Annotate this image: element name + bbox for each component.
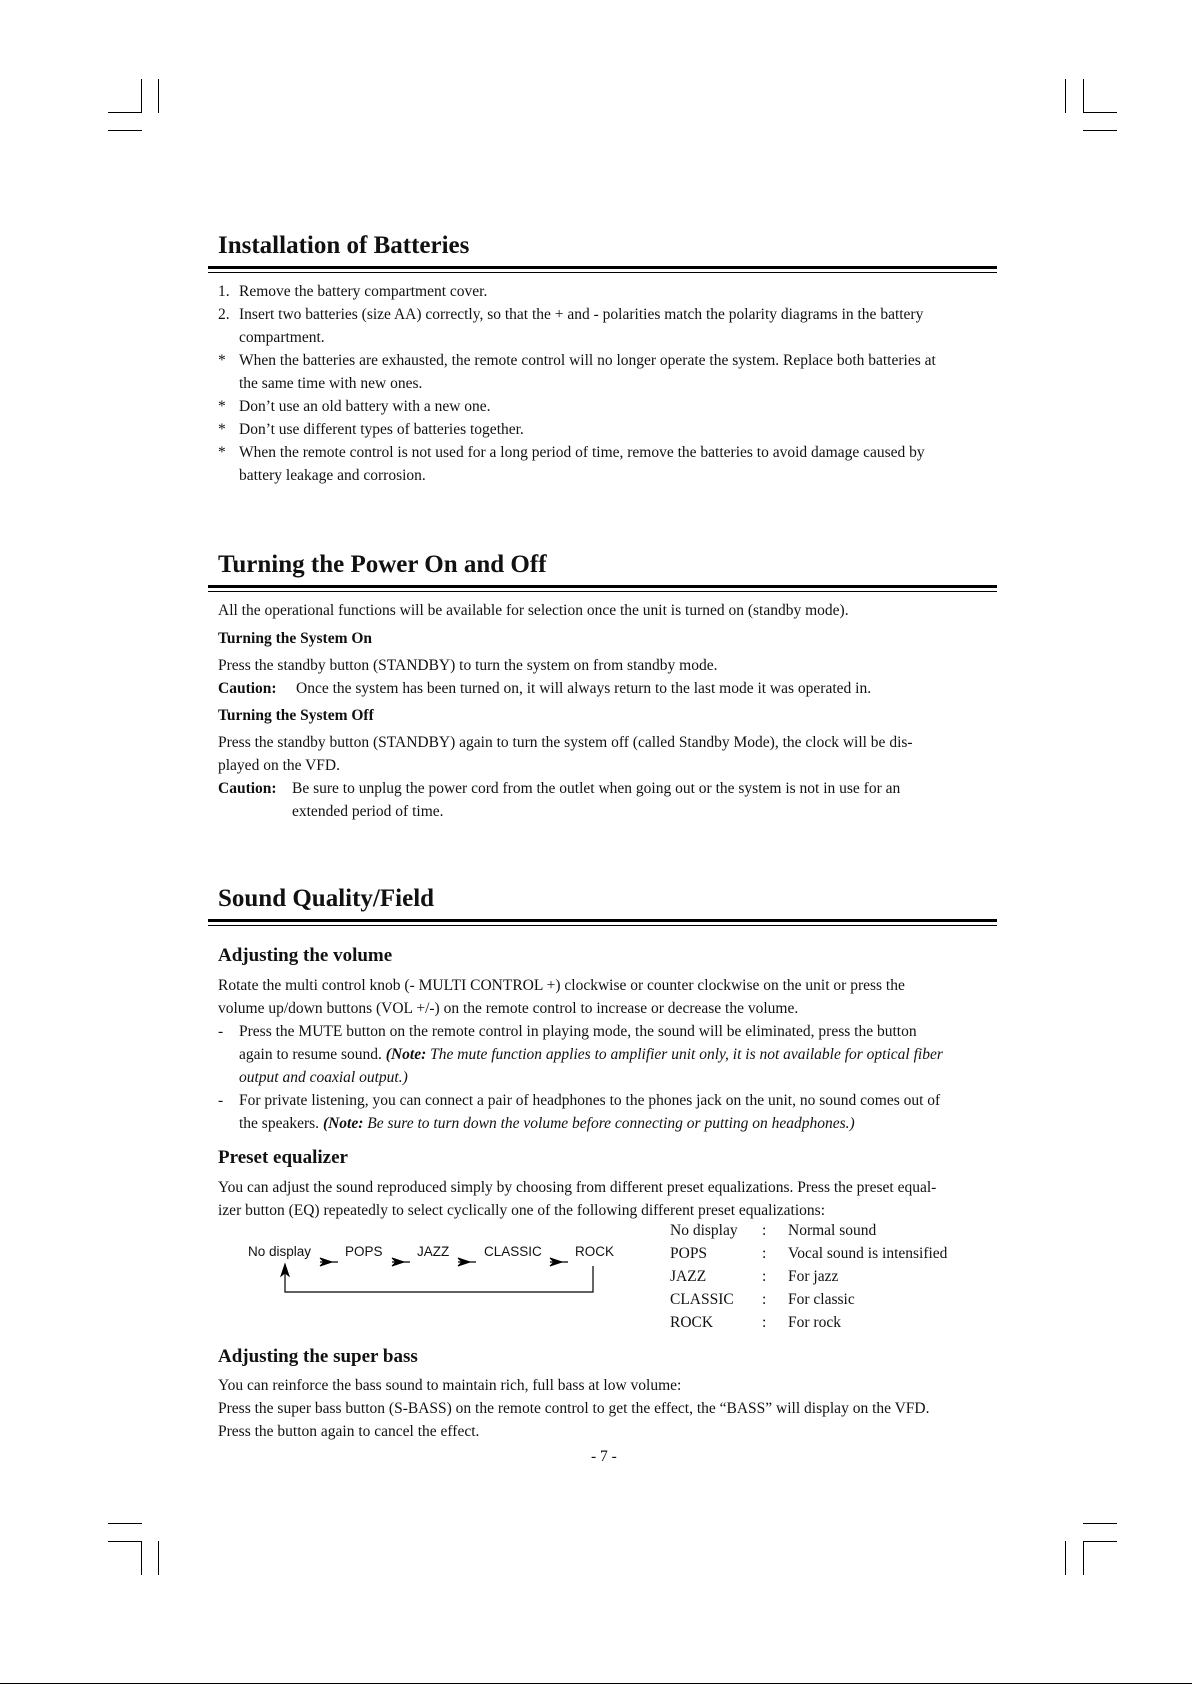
subheading-volume: Adjusting the volume — [218, 945, 393, 966]
list-item: When the remote control is not used for a long period of time, remove the batteries to avoid damage caused by — [239, 444, 925, 461]
paragraph: izer button (EQ) repeatedly to select cyclically one of the following different preset equalizations: — [218, 1202, 825, 1219]
section-title-batteries: Installation of Batteries — [218, 232, 470, 259]
list-item: compartment. — [239, 329, 325, 346]
eq-cycle-step: JAZZ — [417, 1244, 450, 1259]
section-rule — [208, 919, 997, 926]
subheading-system-off: Turning the System Off — [218, 707, 374, 724]
section-title-power: Turning the Power On and Off — [218, 551, 547, 578]
list-item — [239, 1043, 943, 1066]
eq-description: Vocal sound is intensified — [788, 1245, 948, 1262]
eq-mode: POPS — [670, 1245, 708, 1262]
list-marker: - — [218, 1023, 224, 1040]
note-label: (Note: — [322, 1115, 364, 1132]
list-item: Press the MUTE button on the remote control in playing mode, the sound will be eliminated, press the button — [239, 1023, 917, 1040]
paragraph: played on the VFD. — [218, 757, 340, 774]
text: the speakers. — [239, 1115, 323, 1132]
eq-cycle-arrows — [240, 1244, 630, 1300]
list-item: Remove the battery compartment cover. — [239, 283, 488, 300]
caution-text: extended period of time. — [292, 803, 444, 820]
eq-description: For rock — [788, 1314, 841, 1331]
paragraph: Press the standby button (STANDBY) again to turn the system off (called Standby Mode), the clock will be dis- — [218, 734, 913, 751]
eq-separator: : — [762, 1268, 767, 1285]
subheading-super-bass: Adjusting the super bass — [218, 1346, 418, 1367]
list-item: For private listening, you can connect a pair of headphones to the phones jack on the unit, no sound comes out of — [239, 1092, 941, 1109]
eq-mode: CLASSIC — [670, 1291, 734, 1308]
list-marker: 1. — [218, 283, 230, 300]
caution-text: Be sure to unplug the power cord from the outlet when going out or the system is not in use for an — [292, 780, 901, 797]
eq-mode: JAZZ — [670, 1268, 707, 1285]
eq-description: For jazz — [788, 1268, 839, 1285]
note-label: (Note: — [385, 1046, 427, 1063]
note-text: output and coaxial output.) — [239, 1069, 408, 1086]
eq-description: Normal sound — [788, 1222, 877, 1239]
eq-separator: : — [762, 1314, 767, 1331]
note-text: Be sure to turn down the volume before connecting or putting on headphones.) — [363, 1115, 855, 1132]
list-marker: - — [218, 1092, 224, 1109]
paragraph: Rotate the multi control knob (- MULTI CONTROL +) clockwise or counter clockwise on the unit or press the — [218, 977, 905, 994]
list-marker: * — [218, 444, 226, 461]
section-rule — [208, 585, 997, 592]
section-rule — [208, 266, 997, 273]
text: again to resume sound. — [239, 1046, 386, 1063]
power-intro: All the operational functions will be available for selection once the unit is turned on (standby mode). — [218, 602, 849, 619]
eq-separator: : — [762, 1222, 767, 1239]
eq-cycle-step: ROCK — [575, 1244, 615, 1259]
eq-mode: ROCK — [670, 1314, 714, 1331]
eq-separator: : — [762, 1245, 767, 1262]
caution-text: Once the system has been turned on, it will always return to the last mode it was operated in. — [296, 680, 872, 697]
list-item: When the batteries are exhausted, the remote control will no longer operate the system. Replace both batteries at — [239, 352, 936, 369]
paragraph: You can reinforce the bass sound to maintain rich, full bass at low volume: — [218, 1377, 682, 1394]
paragraph: volume up/down buttons (VOL +/-) on the remote control to increase or decrease the volume. — [218, 1000, 799, 1017]
subheading-equalizer: Preset equalizer — [218, 1147, 348, 1168]
eq-cycle-step: POPS — [345, 1244, 383, 1259]
eq-cycle-step: No display — [248, 1244, 312, 1259]
paragraph: You can adjust the sound reproduced simply by choosing from different preset equalizations. Press the preset equal- — [218, 1179, 937, 1196]
list-marker: * — [218, 352, 226, 369]
eq-description: For classic — [788, 1291, 855, 1308]
list-item: Don’t use different types of batteries together. — [239, 421, 524, 438]
paragraph: Press the button again to cancel the effect. — [218, 1423, 480, 1440]
list-item — [239, 1112, 855, 1135]
note-text: The mute function applies to amplifier unit only, it is not available for optical fiber — [426, 1046, 943, 1063]
section-title-sound: Sound Quality/Field — [218, 885, 435, 912]
eq-cycle-step: CLASSIC — [484, 1244, 542, 1259]
list-marker: * — [218, 398, 226, 415]
list-item: the same time with new ones. — [239, 375, 423, 392]
list-item: battery leakage and corrosion. — [239, 467, 426, 484]
eq-mode: No display — [670, 1222, 738, 1239]
subheading-system-on: Turning the System On — [218, 630, 373, 647]
page-number: - 7 - — [591, 1448, 617, 1465]
caution-label: Caution: — [218, 680, 277, 697]
list-item: Don’t use an old battery with a new one. — [239, 398, 491, 415]
caution-label: Caution: — [218, 780, 277, 797]
list-marker: * — [218, 421, 226, 438]
paragraph: Press the super bass button (S-BASS) on the remote control to get the effect, the “BASS” will display on the VFD. — [218, 1400, 930, 1417]
eq-cycle-diagram — [240, 1244, 630, 1300]
eq-separator: : — [762, 1291, 767, 1308]
list-marker: 2. — [218, 306, 230, 323]
list-item: Insert two batteries (size AA) correctly, so that the + and - polarities match the polarity diagrams in the battery — [239, 306, 924, 323]
paragraph: Press the standby button (STANDBY) to turn the system on from standby mode. — [218, 657, 718, 674]
